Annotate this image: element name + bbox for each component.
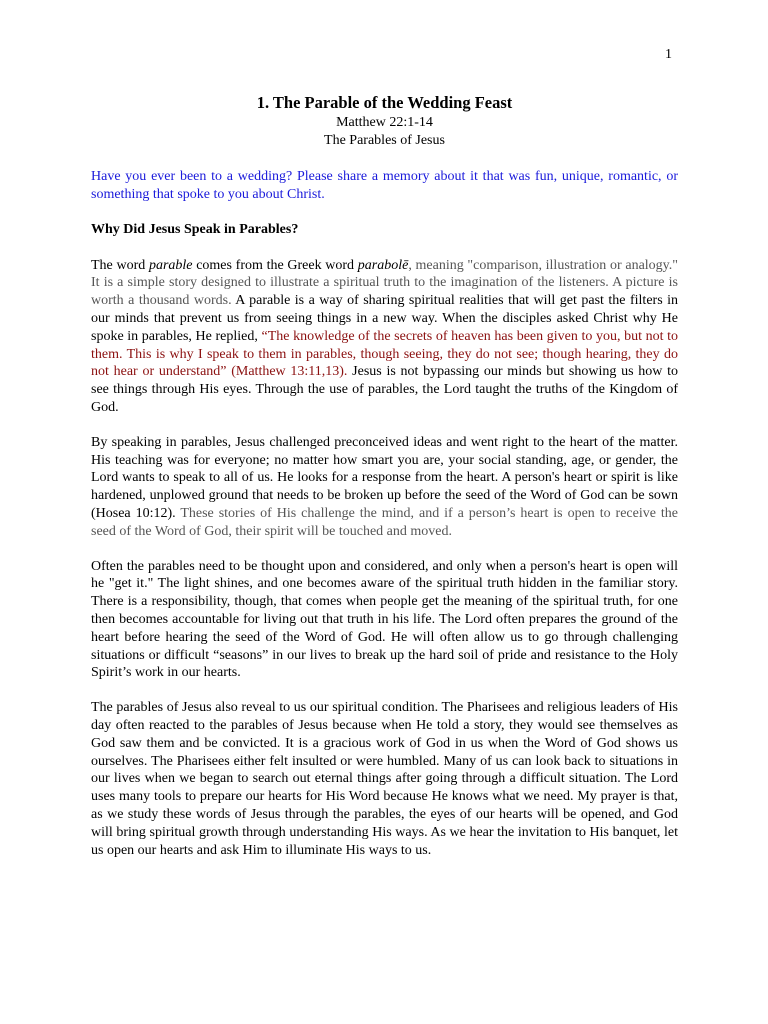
p1-term-parable: parable bbox=[148, 257, 193, 273]
document-title: 1. The Parable of the Wedding Feast bbox=[256, 93, 513, 112]
page-number: 1 bbox=[665, 47, 672, 62]
p1-text-conclusion: Jesus is not bypassing our minds but showing us how to see things through His eyes. Through the use of parables, the Lord taught the truths of the Kingdom of God. bbox=[91, 364, 678, 415]
p1-definition: , meaning "comparison, illustration or analogy." It is a simple story designed to illustrate a spiritual truth to the imagination of the listeners. A picture is worth a thousand words. bbox=[91, 257, 678, 309]
series-name: The Parables of Jesus bbox=[324, 133, 445, 148]
p1-text-a: The word bbox=[91, 257, 149, 273]
p1-text-b: comes from the Greek word bbox=[192, 257, 358, 273]
p1-scripture-quote: “The knowledge of the secrets of heaven has been given to you, but not to them. This is why I speak to them in parables, though seeing, they do not see; though hearing, they do not hear or understand” (Matthew 13:11,13). bbox=[91, 328, 678, 380]
section-heading: Why Did Jesus Speak in Parables? bbox=[91, 221, 299, 237]
page-body bbox=[91, 92, 678, 859]
paragraph-1 bbox=[91, 257, 678, 417]
intro-question: Have you ever been to a wedding? Please share a memory about it that was fun, unique, romantic, or something that spoke to you about Christ. bbox=[91, 169, 678, 202]
p2-text-main: By speaking in parables, Jesus challenged preconceived ideas and went right to the heart of the matter. His teaching was for everyone; no matter how smart you are, your social standing, age, or gender, the Lord wants to speak to all of us. He looks for a response from the heart. A person's heart or spirit is like hardened, unplowed ground that needs to be broken up before the seed of the Word of God can be sown (Hosea 10:12). bbox=[91, 434, 678, 521]
p1-text-explanation: A parable is a way of sharing spiritual realities that will get past the filters in our minds that prevent us from seeing things in a new way. When the disciples asked Christ why He spoke in parables, He replied, bbox=[91, 293, 679, 344]
scripture-reference: Matthew 22:1-14 bbox=[336, 115, 433, 130]
p2-text-muted: These stories of His challenge the mind, and if a person’s heart is open to receive the seed of the Word of God, their spirit will be touched and moved. bbox=[91, 505, 678, 539]
paragraph-3: Often the parables need to be thought upon and considered, and only when a person's heart is open will he "get it." The light shines, and one becomes aware of the spiritual truth hidden in the familiar story. There is a responsibility, though, that comes when people get the meaning of the spiritual truth, for one then becomes accountable for living out that truth in his life. The Lord often prepares the ground of the heart before hearing the seed of the Word of God. He will often allow us to go through challenging situations or difficult “seasons” in our lives to break up the hard soil of pride and resistance to the Holy Spirit’s work in our hearts. bbox=[91, 558, 678, 681]
paragraph-2 bbox=[91, 434, 678, 541]
p1-term-parabole: parabolē bbox=[357, 257, 409, 273]
paragraph-4: The parables of Jesus also reveal to us our spiritual condition. The Pharisees and religious leaders of His day often reacted to the parables of Jesus because when He told a story, they would see themselves as God saw them and be convicted. It is a gracious work of God in us when the Word of God shows us ourselves. The Pharisees either felt insulted or were humbled. Many of us can look back to situations in our lives when we began to search out eternal things after going through a difficult situation. The Lord uses many tools to prepare our hearts for His Word because He knows what we need. My prayer is that, as we study these words of Jesus through the parables, the eyes of our hearts will be opened, and God will bring spiritual growth through understanding His ways. As we hear the invitation to His banquet, let us open our hearts and ask Him to illuminate His ways to us. bbox=[91, 700, 678, 858]
